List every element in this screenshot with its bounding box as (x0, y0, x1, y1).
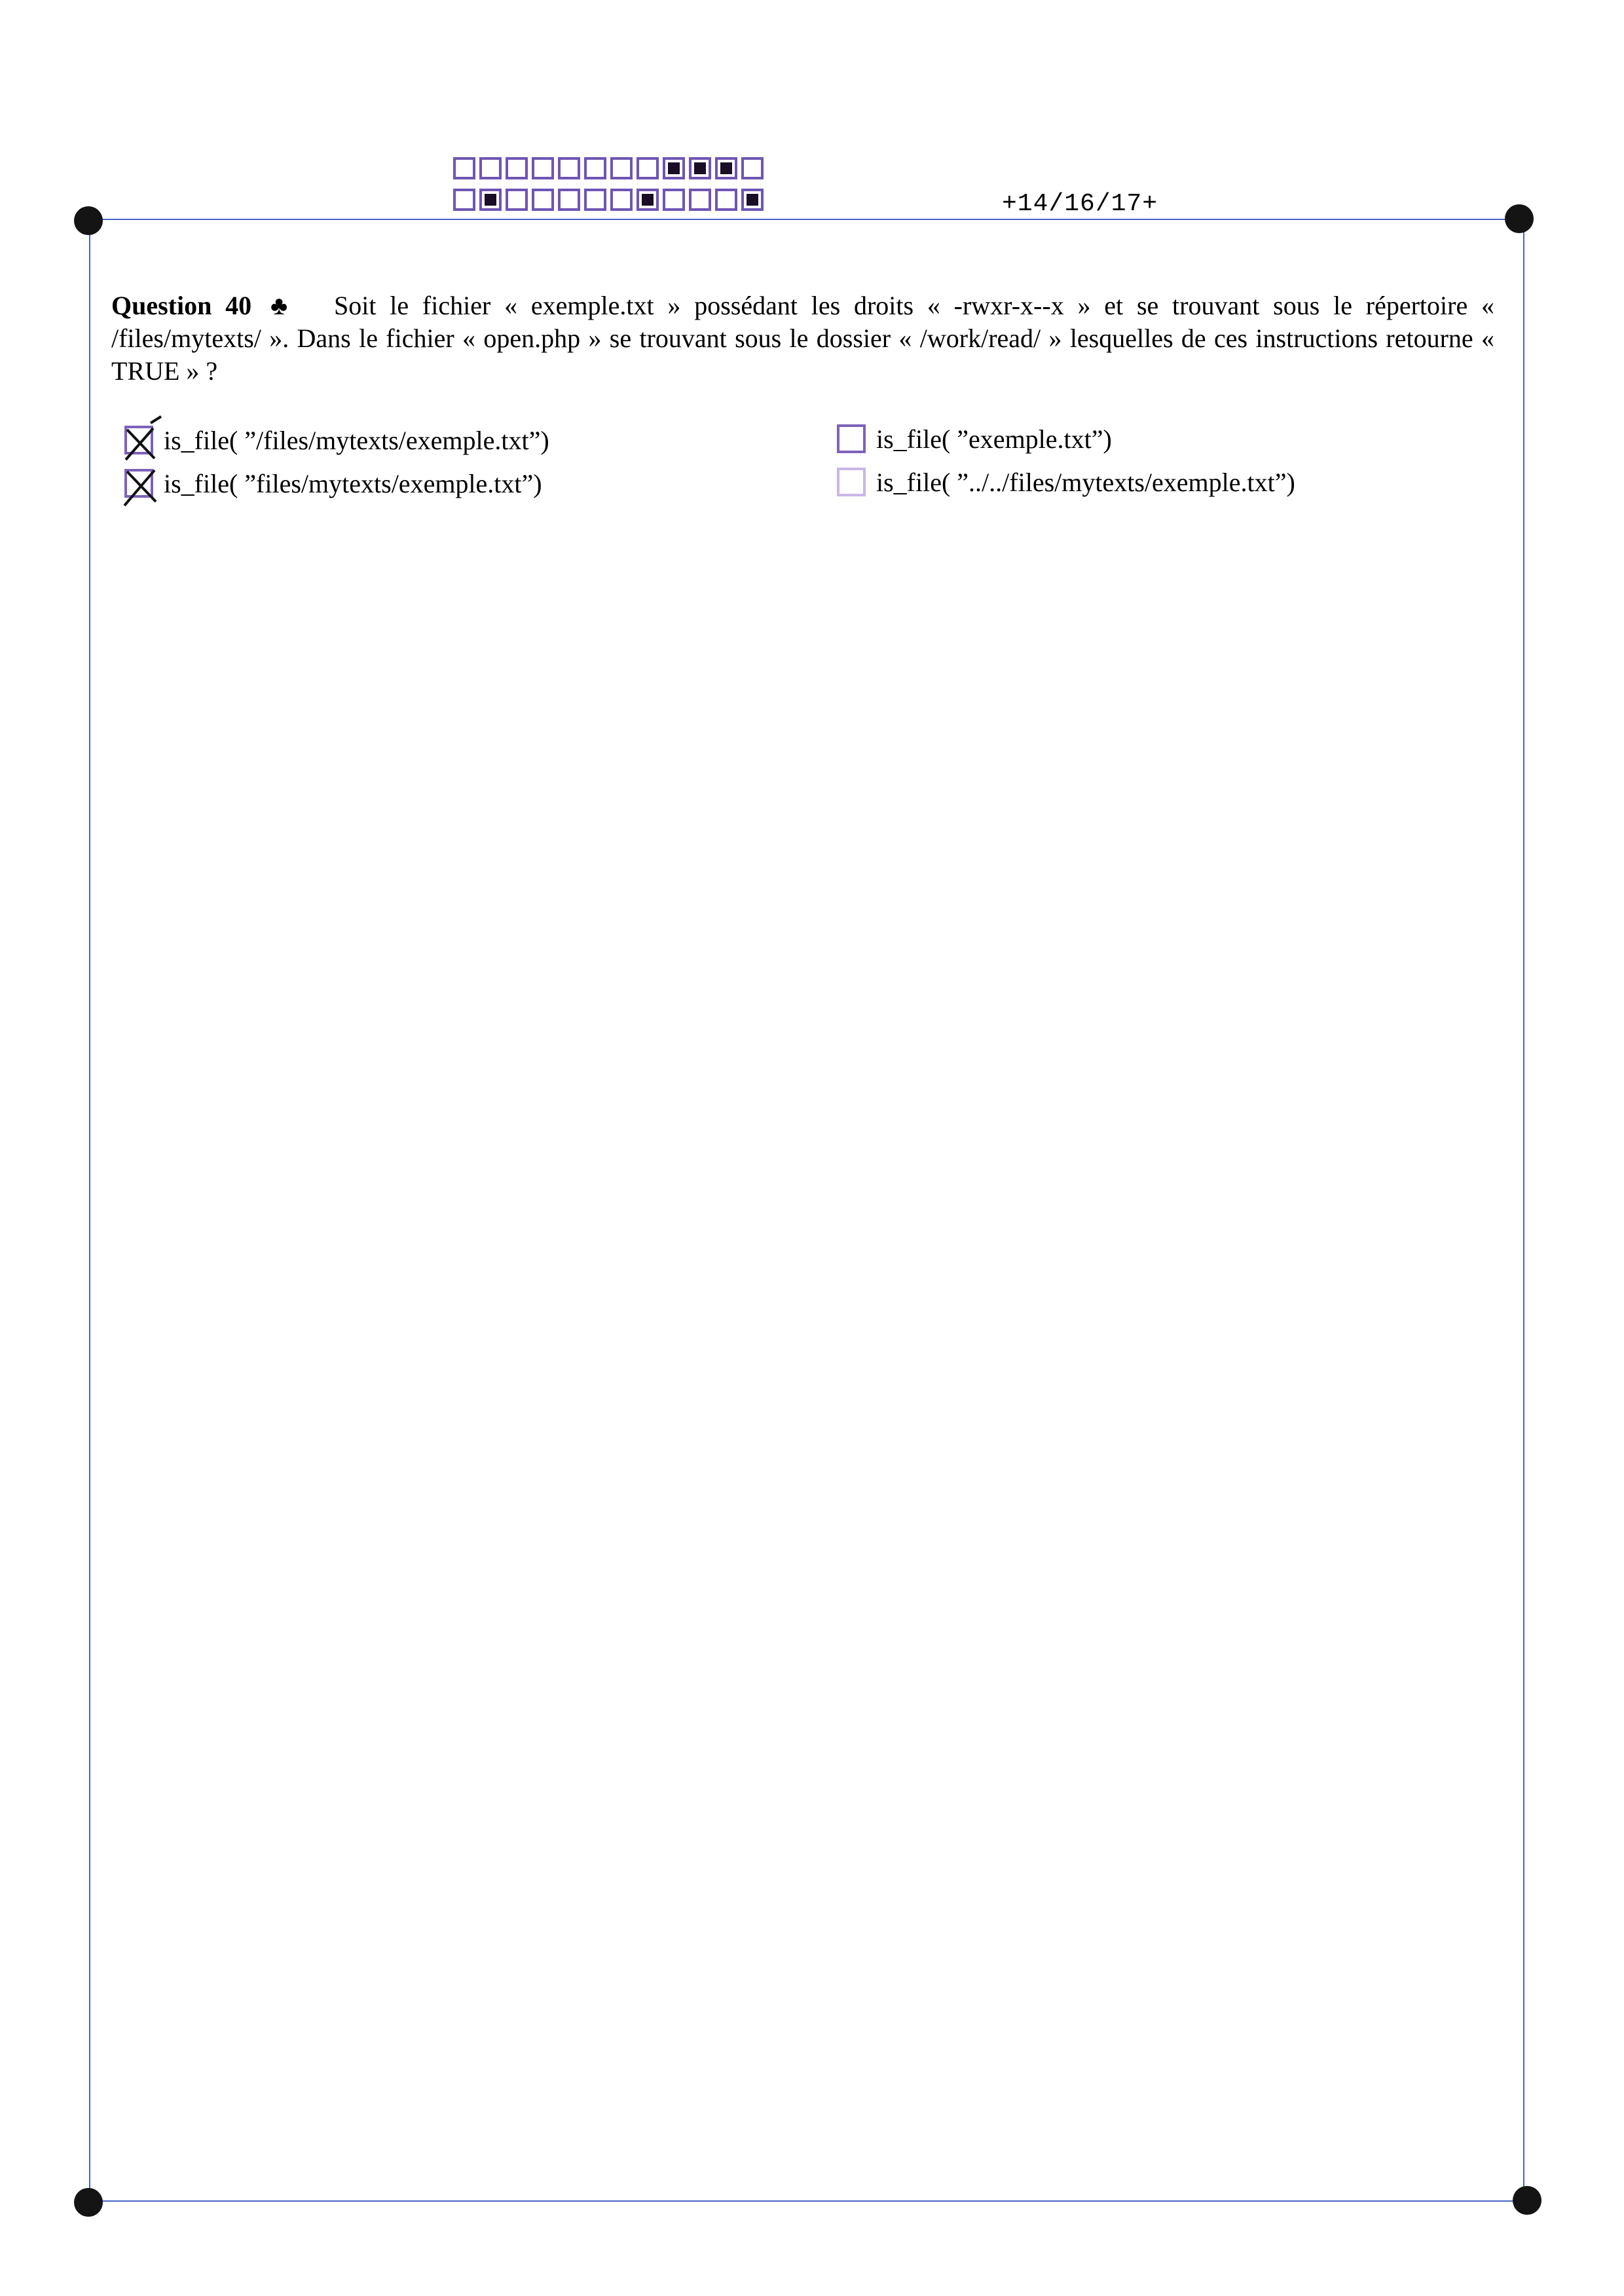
code-box (558, 157, 580, 179)
code-box (479, 157, 502, 179)
code-box (715, 189, 737, 211)
answer-option[interactable] (837, 464, 1295, 500)
code-box (741, 157, 764, 179)
code-box (637, 189, 659, 211)
code-box (453, 189, 475, 211)
answer-label: is_file( ”files/mytexts/exemple.txt”) (164, 468, 542, 498)
answer-sheet-frame (89, 219, 1524, 2202)
code-box (479, 189, 502, 211)
code-box (584, 157, 606, 179)
code-box (584, 189, 606, 211)
code-box (506, 157, 528, 179)
code-box (741, 189, 764, 211)
answer-option[interactable] (837, 420, 1112, 457)
answer-checkbox[interactable] (124, 426, 153, 454)
cross-mark-icon (120, 464, 160, 507)
code-box (610, 189, 633, 211)
page-identifier: +14/16/17+ (1002, 190, 1158, 218)
question-block (111, 289, 1494, 388)
answer-label: is_file( ”exemple.txt”) (876, 424, 1112, 454)
code-box (506, 189, 528, 211)
question-label: Question 40 (111, 291, 252, 320)
answer-checkbox[interactable] (837, 424, 866, 453)
page-code-row (453, 157, 767, 179)
code-box (453, 157, 475, 179)
cross-mark-icon (120, 420, 160, 464)
club-icon: ♣ (270, 291, 288, 320)
code-box (610, 157, 633, 179)
page-code-row (453, 189, 767, 211)
code-box (558, 189, 580, 211)
answer-checkbox[interactable] (124, 469, 153, 498)
code-box (663, 189, 685, 211)
code-box (637, 157, 659, 179)
code-box (532, 157, 554, 179)
registration-mark-bottom-right (1513, 2186, 1541, 2215)
answer-option[interactable] (124, 465, 542, 502)
answer-checkbox[interactable] (837, 468, 866, 496)
code-box (663, 157, 685, 179)
answer-label: is_file( ”/files/mytexts/exemple.txt”) (164, 425, 549, 455)
registration-mark-bottom-left (74, 2188, 103, 2217)
answer-label: is_file( ”../../files/mytexts/exemple.txt”) (876, 467, 1295, 497)
code-box (689, 157, 711, 179)
code-box (532, 189, 554, 211)
answer-option[interactable] (124, 422, 549, 458)
code-box (715, 157, 737, 179)
question-text: Soit le fichier « exemple.txt » possédant les droits « -rwxr-x--x » et se trouvant sous le répertoire « /files/mytexts/ ». Dans le fichier « open.php » se trouvant sous le dossier « /work/read/ » lesquelles de ces instructions retourne « TRUE » ? (111, 291, 1494, 386)
registration-mark-top-right (1505, 204, 1534, 233)
code-box (689, 189, 711, 211)
registration-mark-top-left (74, 206, 103, 235)
